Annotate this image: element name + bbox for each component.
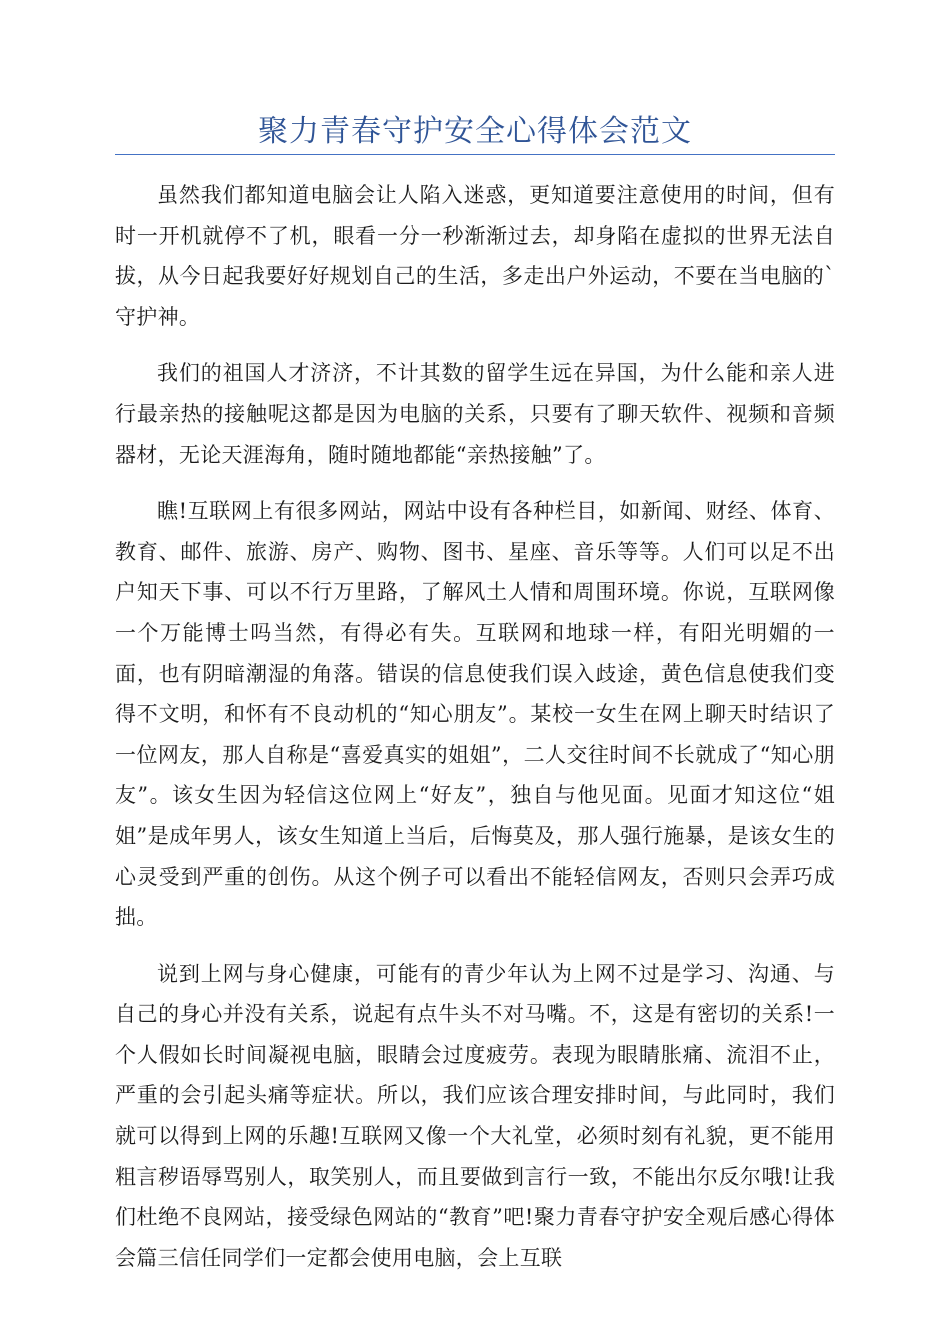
paragraph-1: 虽然我们都知道电脑会让人陷入迷惑，更知道要注意使用的时间，但有时一开机就停不了机，眼看一分一秒渐渐过去，却身陷在虚拟的世界无法自拔，从今日起我要好好规划自己的生活，多走出户外运动，不要在当电脑的`守护神。 — [115, 183, 835, 329]
paragraph-3: 瞧!互联网上有很多网站，网站中设有各种栏目，如新闻、财经、体育、教育、邮件、旅游、房产、购物、图书、星座、音乐等等。人们可以足不出户知天下事、可以不行万里路，了解风土人情和周围环境。你说，互联网像一个万能博士吗当然，有得必有失。互联网和地球一样，有阳光明媚的一面，也有阴暗潮湿的角落。错误的信息使我们误入歧途，黄色信息使我们变得不文明，和怀有不良动机的“知心朋友”。某校一女生在网上聊天时结识了一位网友，那人自称是“喜爱真实的姐姐”，二人交往时间不长就成了“知心朋友”。该女生因为轻信这位网上“好友”，独自与他见面。见面才知这位“姐姐”是成年男人，该女生知道上当后，后悔莫及，那人强行施暴，是该女生的心灵受到严重的创伤。从这个例子可以看出不能轻信网友，否则只会弄巧成拙。 — [115, 499, 835, 930]
document-title: 聚力青春守护安全心得体会范文 — [258, 114, 692, 149]
document-body — [115, 175, 835, 1294]
paragraph-4: 说到上网与身心健康，可能有的青少年认为上网不过是学习、沟通、与自己的身心并没有关系，说起有点牛头不对马嘴。不，这是有密切的关系!一个人假如长时间凝视电脑，眼睛会过度疲劳。表现为眼睛胀痛、流泪不止，严重的会引起头痛等症状。所以，我们应该合理安排时间，与此同时，我们就可以得到上网的乐趣!互联网又像一个大礼堂，必须时刻有礼貌，更不能用粗言秽语辱骂别人，取笑别人，而且要做到言行一致，不能出尔反尔哦!让我们杜绝不良网站，接受绿色网站的“教育”吧!聚力青春守护安全观后感心得体会篇三信任同学们一定都会使用电脑，会上互联 — [115, 961, 835, 1270]
paragraph-2: 我们的祖国人才济济，不计其数的留学生远在异国，为什么能和亲人进行最亲热的接触呢这都是因为电脑的关系，只要有了聊天软件、视频和音频器材，无论天涯海角，随时随地都能“亲热接触”了。 — [115, 361, 835, 467]
title-underline — [115, 154, 835, 155]
